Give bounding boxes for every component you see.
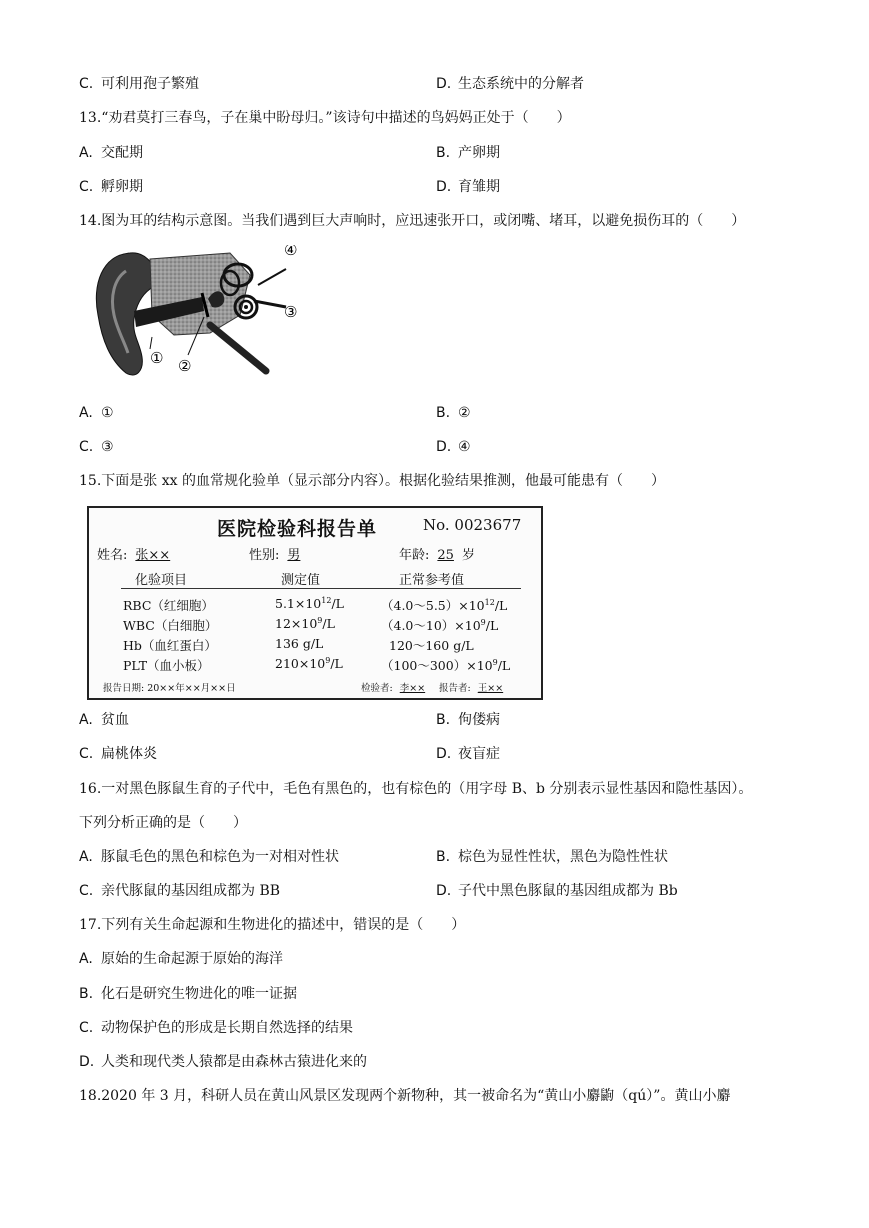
report-header-value: 测定值: [281, 573, 321, 588]
q13-option-c: C. 孵卵期: [79, 179, 143, 195]
q14-option-a: A. ①: [79, 405, 114, 421]
label-1: ①: [150, 349, 164, 367]
q14-option-b: B. ②: [436, 405, 471, 421]
q17-option-b: B. 化石是研究生物进化的唯一证据: [79, 986, 297, 1002]
report-sex: 性别: 男: [249, 548, 301, 563]
report-row-reference: 120～160 g/L: [389, 638, 474, 653]
q18-stem: 18.2020 年 3 月，科研人员在黄山风景区发现两个新物种，其一被命名为“黄山小麝鼩（qú）”。黄山小麝: [79, 1088, 731, 1104]
lab-report: [87, 506, 543, 700]
label-2: ②: [178, 357, 192, 375]
q13-option-b: B. 产卵期: [436, 145, 500, 161]
q12-option-c: C. 可利用孢子繁殖: [79, 76, 199, 92]
q15-option-b: B. 佝偻病: [436, 712, 500, 728]
q16-option-b: B. 棕色为显性性状，黑色为隐性性状: [436, 849, 668, 865]
report-header-item: 化验项目: [135, 573, 188, 588]
q16-option-a: A. 豚鼠毛色的黑色和棕色为一对相对性状: [79, 849, 339, 865]
q17-option-c: C. 动物保护色的形成是长期自然选择的结果: [79, 1020, 353, 1036]
report-reporter: 报告者: 王××: [439, 683, 504, 694]
report-row-value: 136 g/L: [275, 636, 324, 651]
q15-option-a: A. 贫血: [79, 712, 129, 728]
label-4: ④: [284, 245, 298, 259]
option-text: 生态系统中的分解者: [458, 76, 584, 92]
report-row-reference: $(4.0\sim 10)\times 10^9/L$: [381, 617, 499, 633]
report-date: 报告日期: 20××年××月××日: [103, 683, 236, 694]
option-text: 可利用孢子繁殖: [101, 76, 199, 92]
q12-option-d: D. 生态系统中的分解者: [436, 76, 584, 92]
report-header-reference: 正常参考值: [399, 573, 465, 588]
q14-option-c: C. ③: [79, 439, 114, 455]
report-row-item: RBC（红细胞）: [123, 598, 214, 613]
q17-option-d: D. 人类和现代类人猿都是由森林古猿进化来的: [79, 1054, 367, 1070]
report-row-item: Hb（血红蛋白）: [123, 638, 217, 653]
q13-option-d: D. 育雏期: [436, 179, 500, 195]
report-row-value: $210\times 10^9/L$: [275, 656, 343, 672]
report-title: 医院检验科报告单: [217, 518, 378, 540]
q16-option-c: C. 亲代豚鼠的基因组成都为 BB: [79, 883, 281, 899]
q16-stem-line2: 下列分析正确的是（ ）: [79, 815, 247, 831]
ear-structure-diagram: [90, 245, 320, 380]
q15-option-c: C. 扁桃体炎: [79, 746, 157, 762]
report-row-value: $5.1\times 10^{12}/L$: [275, 596, 344, 612]
q15-option-d: D. 夜盲症: [436, 746, 500, 762]
report-row-value: $12\times 10^9/L$: [275, 616, 335, 632]
q13-option-a: A. 交配期: [79, 145, 143, 161]
q16-stem-line1: 16.一对黑色豚鼠生育的子代中，毛色有黑色的，也有棕色的（用字母 B、b 分别表示显性基因和隐性基因）。: [79, 781, 753, 797]
report-row-reference: $(4.0\sim 5.5)\times 10^{12}/L$: [381, 597, 508, 613]
q15-stem: 15.下面是张 xx 的血常规化验单（显示部分内容）。根据化验结果推测，他最可能患有（ ）: [79, 473, 665, 489]
report-row-reference: $(100\sim 300)\times 10^9/L$: [381, 657, 511, 673]
q17-stem: 17.下列有关生命起源和生物进化的描述中，错误的是（ ）: [79, 917, 466, 933]
report-checker: 检验者: 李××: [361, 683, 426, 694]
q13-stem: 13.“劝君莫打三春鸟，子在巢中盼母归。”该诗句中描述的鸟妈妈正处于（ ）: [79, 110, 571, 126]
report-age: 年龄: 25 岁: [399, 548, 475, 563]
report-divider: [121, 588, 521, 589]
q14-option-d: D. ④: [436, 439, 471, 455]
report-name: 姓名: 张××: [97, 548, 171, 563]
report-row-item: PLT（血小板）: [123, 658, 210, 673]
report-row-item: WBC（白细胞）: [123, 618, 218, 633]
q17-option-a: A. 原始的生命起源于原始的海洋: [79, 951, 283, 967]
q14-stem: 14.图为耳的结构示意图。当我们遇到巨大声响时，应迅速张开口，或闭嘴、堵耳，以避免损伤耳的（ ）: [79, 213, 746, 229]
q16-option-d: D. 子代中黑色豚鼠的基因组成都为 Bb: [436, 883, 678, 899]
report-number: No. 0023677: [423, 516, 522, 534]
label-3: ③: [284, 303, 298, 321]
